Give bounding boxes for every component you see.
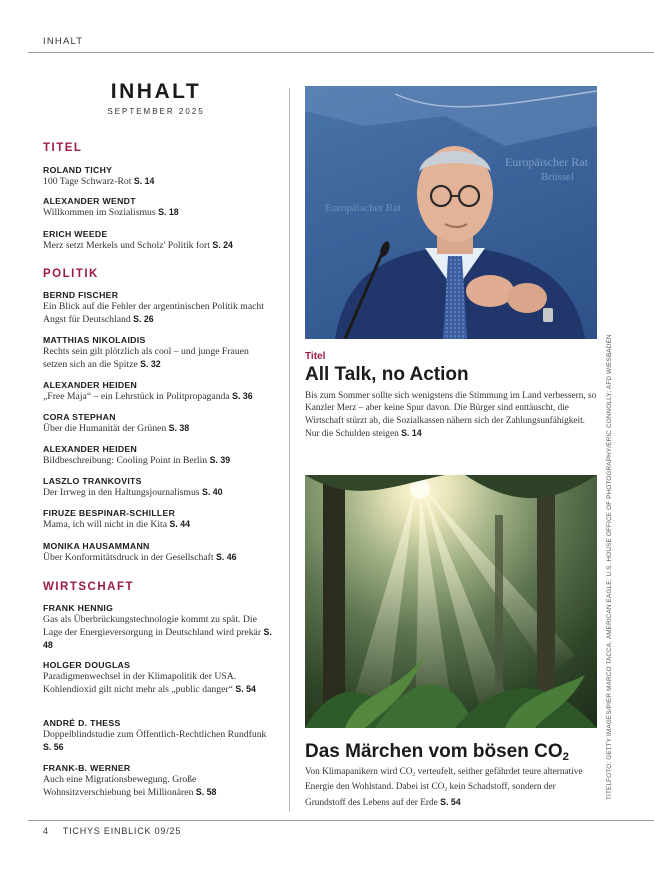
toc-page: S. 40 — [202, 487, 223, 497]
toc-desc: Paradigmenwechsel in der Klimapolitik der USA. Kohlendioxid gilt nicht mehr als „public danger“ S. 54 — [43, 671, 256, 695]
toc-entry[interactable] — [43, 290, 275, 326]
forest-illustration — [305, 475, 597, 728]
running-head: INHALT — [43, 36, 84, 47]
toc-entry[interactable] — [43, 541, 275, 564]
toc-author: MONIKA HAUSAMMANN — [43, 541, 150, 551]
toc-author: HOLGER DOUGLAS — [43, 660, 131, 670]
toc-page: S. 36 — [232, 391, 253, 401]
page-number: 4 — [43, 826, 49, 836]
toc-desc: Mama, ich will nicht in die Kita S. 44 — [43, 519, 190, 530]
bottom-rule — [28, 820, 654, 821]
toc-page: S. 24 — [212, 240, 233, 250]
toc-page: S. 46 — [215, 552, 237, 562]
top-rule — [28, 52, 654, 53]
toc-page: S. 58 — [195, 787, 217, 797]
feature-title[interactable]: All Talk, no Action — [305, 364, 469, 385]
toc-desc: „Free Maja“ – ein Lehrstück in Politpropaganda S. 36 — [43, 391, 253, 402]
toc-page: S. 32 — [140, 359, 161, 369]
toc-page: S. 38 — [168, 423, 190, 433]
folio — [43, 826, 181, 836]
toc-entry[interactable] — [43, 718, 275, 754]
toc-entry[interactable] — [43, 165, 275, 188]
toc-desc: Doppelblindstudie zum Öffentlich-Rechtlichen Rundfunk S. 56 — [43, 729, 267, 752]
toc-entry[interactable] — [43, 763, 275, 799]
cover-photo-merz[interactable] — [305, 86, 597, 339]
section-heading: POLITIK — [43, 268, 99, 280]
toc-desc: Rechts sein gilt plötzlich als cool – und junge Frauen setzen sich an die Spitze S. 32 — [43, 346, 249, 370]
toc-section-politik — [43, 268, 275, 280]
toc-desc: Gas als Überbrückungstechnologie kommt zu spät. Die Lage der Energieversorgung in Deutschland wird prekär S. 48 — [43, 614, 272, 650]
toc-page: S. 48 — [43, 627, 272, 650]
toc-page: S. 56 — [43, 742, 64, 752]
feature2-title[interactable]: Das Märchen vom bösen $CO_2$ — [305, 741, 569, 763]
toc-desc: Über Konformitätsdruck in der Gesellschaft S. 46 — [43, 552, 237, 563]
toc-entry[interactable] — [43, 229, 275, 252]
wall-text-2: Brüssel — [541, 171, 574, 183]
toc-entry[interactable] — [43, 444, 275, 467]
feature-page: S. 14 — [401, 428, 422, 439]
feature2-body: Von Klimapanikern wird $CO_2$ verteufelt, seither gefährdet teure alternative Energie den Wohlstand. Dabei ist $CO_2$ kein Schadstoff, sondern der Grundstoff des Lebens auf der Erde S. 54 — [305, 767, 583, 808]
toc-desc: Willkommen im Sozialismus S. 18 — [43, 207, 179, 218]
portrait-illustration — [305, 86, 597, 339]
toc-desc: 100 Tage Schwarz-Rot S. 14 — [43, 176, 155, 187]
toc-author: ALEXANDER WENDT — [43, 196, 136, 206]
toc-entry[interactable] — [43, 335, 275, 371]
toc-section-titel — [43, 142, 275, 154]
toc-author: ANDRÉ D. THESS — [43, 718, 121, 728]
forest-photo[interactable] — [305, 475, 597, 728]
toc-desc: Der Irrweg in den Haltungsjournalismus S. 40 — [43, 487, 223, 498]
toc-entry[interactable] — [43, 476, 275, 499]
toc-author: CORA STEPHAN — [43, 412, 116, 422]
toc-author: FIRUZE BESPINAR-SCHILLER — [43, 508, 176, 518]
toc-entry[interactable] — [43, 380, 275, 403]
magazine-name: TICHYS EINBLICK 09/25 — [62, 826, 182, 836]
toc-author: LASZLO TRANKOVITS — [43, 476, 142, 486]
toc-entry[interactable] — [43, 660, 275, 696]
feature2-page: S. 54 — [440, 796, 461, 807]
toc-entry[interactable] — [43, 196, 275, 219]
toc-author: ERICH WEEDE — [43, 229, 108, 239]
photo-credit: TITELFOTO: GETTY IMAGES/PIER MARCO TACCA, AMERICAN EAGLE; U.S. HOUSE OFFICE OF PHOTOGRAPHY/ERIC CONNOLLY; AFD WIESBADEN — [606, 334, 613, 800]
toc-title: INHALT — [110, 80, 202, 103]
toc-author: ALEXANDER HEIDEN — [43, 380, 138, 390]
toc-author: MATTHIAS NIKOLAIDIS — [43, 335, 146, 345]
column-divider — [289, 88, 290, 812]
toc-entry[interactable] — [43, 603, 275, 652]
toc-author: ALEXANDER HEIDEN — [43, 444, 138, 454]
feature-kicker: Titel — [305, 351, 326, 362]
toc-desc: Merz setzt Merkels und Scholz' Politik fort S. 24 — [43, 240, 233, 251]
toc-desc: Über die Humanität der Grünen S. 38 — [43, 423, 190, 434]
feature-body: Bis zum Sommer sollte sich wenigstens die Stimmung im Land verbessern, so Kanzler Merz – aber keine Spur davon. Die Bürger sind enttäuscht, die Wirtschaft stürzt ab, die Sozialkassen nähern sich der Zahlungsunfähigkeit. Nur die Schulden steigen S. 14 — [305, 391, 597, 440]
toc-page: S. 18 — [158, 207, 179, 217]
toc-desc: Ein Blick auf die Fehler der argentinischen Politik macht Angst für Deutschland S. 26 — [43, 301, 264, 325]
toc-author: ROLAND TICHY — [43, 165, 113, 175]
toc-page: S. 44 — [169, 519, 190, 529]
toc-section-wirtschaft — [43, 581, 275, 593]
toc-desc: Bildbeschreibung: Cooling Point in Berlin S. 39 — [43, 455, 231, 466]
toc-page: S. 54 — [235, 684, 256, 694]
toc-entry[interactable] — [43, 412, 275, 435]
toc-subtitle: SEPTEMBER 2025 — [107, 107, 205, 116]
toc-page: S. 39 — [209, 455, 231, 465]
wall-text-3: Europäischer Rat — [325, 202, 402, 214]
toc-desc: Auch eine Migrationsbewegung. Große Wohnsitzverschiebung bei Millionären S. 58 — [43, 774, 217, 798]
section-heading: TITEL — [43, 142, 83, 154]
toc-author: BERND FISCHER — [43, 290, 119, 300]
toc-page: S. 26 — [133, 314, 154, 324]
toc-page: S. 14 — [133, 176, 155, 186]
toc-author: FRANK-B. WERNER — [43, 763, 131, 773]
toc-entry[interactable] — [43, 508, 275, 531]
wall-text-1: Europäischer Rat — [505, 155, 588, 169]
section-heading: WIRTSCHAFT — [43, 581, 135, 593]
toc-author: FRANK HENNIG — [43, 603, 114, 613]
